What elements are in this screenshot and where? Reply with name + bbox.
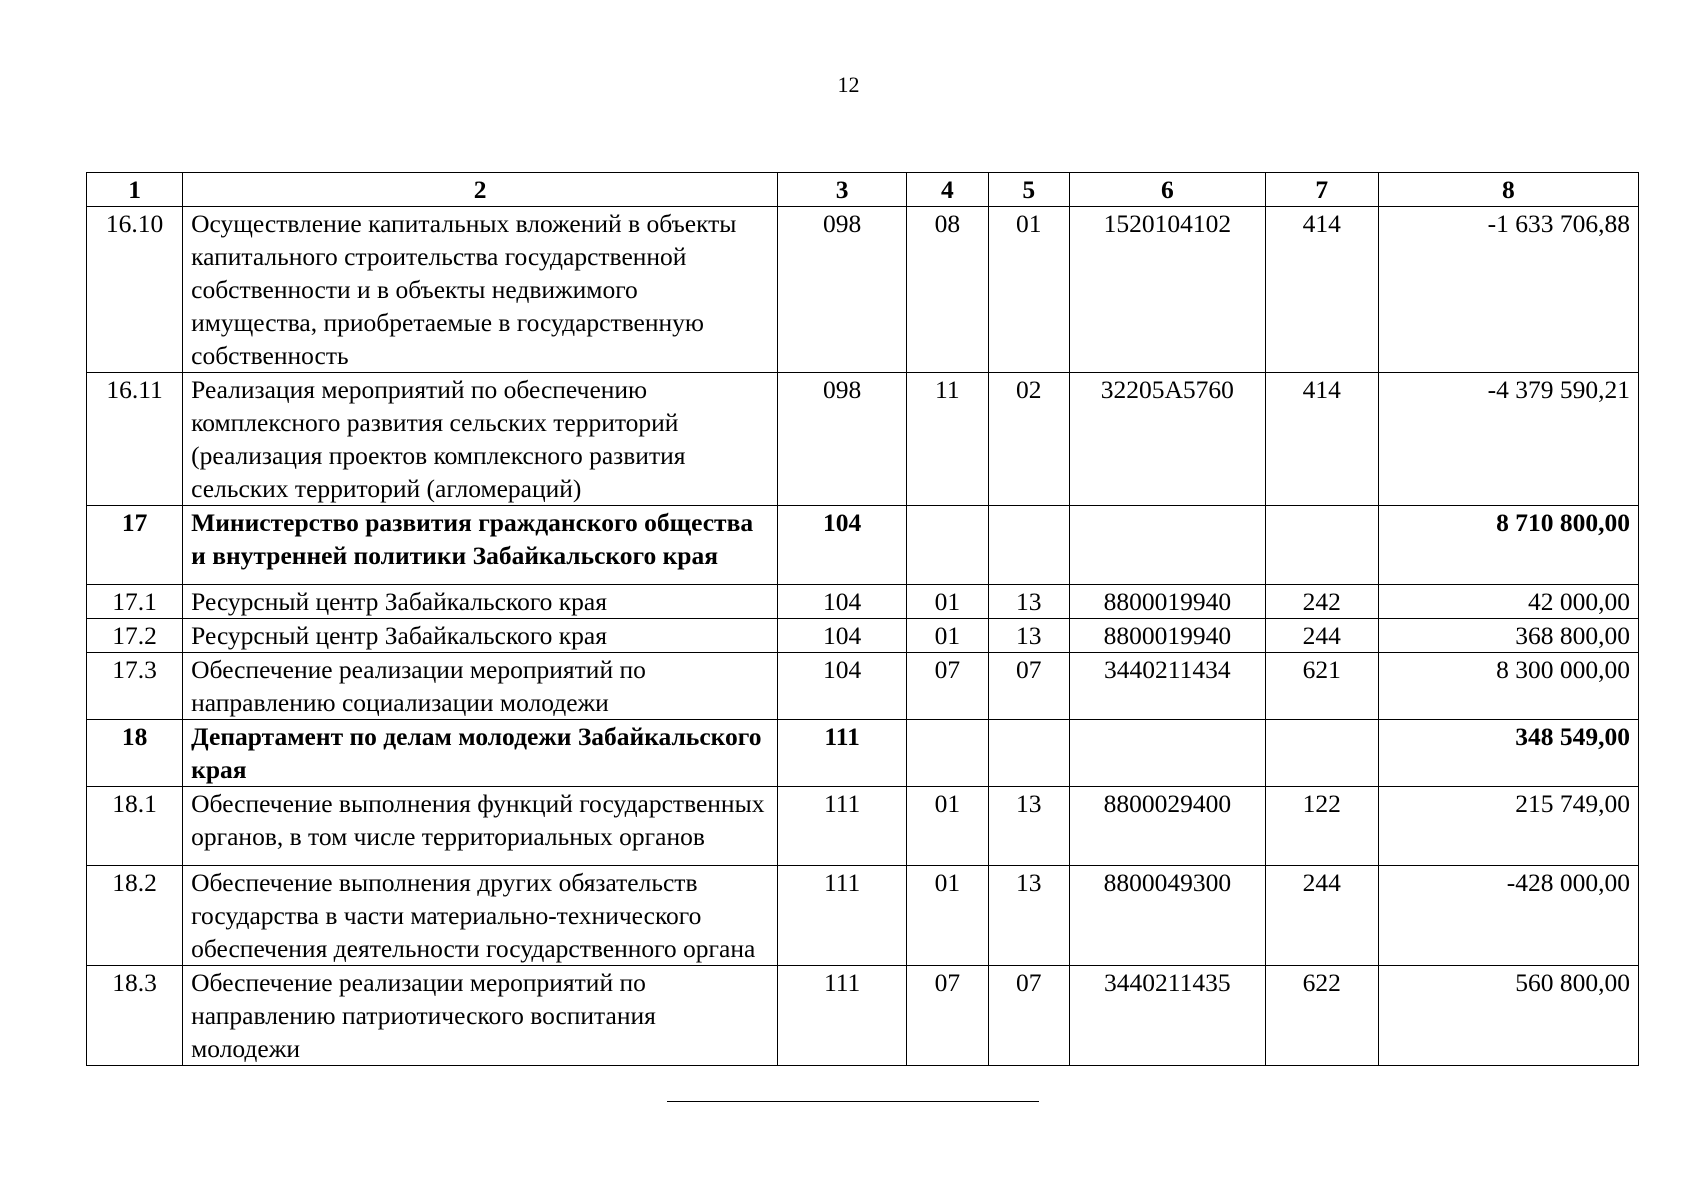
- column-header-3: 3: [778, 173, 907, 207]
- table-row-section: [87, 506, 1639, 585]
- row-col-5: 13: [988, 787, 1069, 866]
- row-col-7: [1265, 720, 1378, 787]
- row-number: 17: [87, 506, 183, 585]
- row-number: 16.10: [87, 207, 183, 373]
- column-header-4: 4: [907, 173, 988, 207]
- row-name: Обеспечение реализации мероприятий по направлению патриотического воспитания молодежи: [183, 966, 778, 1066]
- table-row: [87, 373, 1639, 506]
- row-col-3: 104: [778, 619, 907, 653]
- row-col-7: [1265, 506, 1378, 585]
- row-col-7: 122: [1265, 787, 1378, 866]
- row-col-7: 622: [1265, 966, 1378, 1066]
- column-header-5: 5: [988, 173, 1069, 207]
- column-header-1: 1: [87, 173, 183, 207]
- row-col-6: 8800019940: [1069, 619, 1265, 653]
- table-row: [87, 653, 1639, 720]
- row-col-5: 02: [988, 373, 1069, 506]
- row-col-4: 01: [907, 619, 988, 653]
- row-col-4: 08: [907, 207, 988, 373]
- row-number: 16.11: [87, 373, 183, 506]
- table-row: [87, 207, 1639, 373]
- row-col-6: 3440211434: [1069, 653, 1265, 720]
- row-col-3: 104: [778, 506, 907, 585]
- row-col-3: 098: [778, 373, 907, 506]
- row-number: 18.1: [87, 787, 183, 866]
- column-header-7: 7: [1265, 173, 1378, 207]
- row-col-7: 414: [1265, 373, 1378, 506]
- row-col-6: 8800049300: [1069, 866, 1265, 966]
- row-col-3: 098: [778, 207, 907, 373]
- row-col-5: 07: [988, 653, 1069, 720]
- row-sum: -4 379 590,21: [1378, 373, 1638, 506]
- row-sum: 42 000,00: [1378, 585, 1638, 619]
- row-col-5: [988, 506, 1069, 585]
- row-number: 17.2: [87, 619, 183, 653]
- column-header-2: 2: [183, 173, 778, 207]
- row-col-6: [1069, 506, 1265, 585]
- table-row-section: [87, 720, 1639, 787]
- row-name: Министерство развития гражданского общества и внутренней политики Забайкальского края: [183, 506, 778, 585]
- column-header-6: 6: [1069, 173, 1265, 207]
- column-header-8: 8: [1378, 173, 1638, 207]
- row-col-3: 111: [778, 787, 907, 866]
- row-col-7: 621: [1265, 653, 1378, 720]
- row-col-7: 244: [1265, 619, 1378, 653]
- row-sum: 8 710 800,00: [1378, 506, 1638, 585]
- row-col-7: 242: [1265, 585, 1378, 619]
- budget-table: [86, 172, 1639, 1066]
- row-name: Ресурсный центр Забайкальского края: [183, 619, 778, 653]
- row-col-5: 13: [988, 619, 1069, 653]
- row-col-6: 8800019940: [1069, 585, 1265, 619]
- row-col-6: 8800029400: [1069, 787, 1265, 866]
- row-number: 17.1: [87, 585, 183, 619]
- row-col-4: 01: [907, 585, 988, 619]
- row-col-3: 104: [778, 585, 907, 619]
- row-number: 18.3: [87, 966, 183, 1066]
- row-sum: 560 800,00: [1378, 966, 1638, 1066]
- page-number: 12: [837, 72, 860, 97]
- row-name: Обеспечение реализации мероприятий по направлению социализации молодежи: [183, 653, 778, 720]
- row-sum: -1 633 706,88: [1378, 207, 1638, 373]
- row-col-6: [1069, 720, 1265, 787]
- row-name: Обеспечение выполнения других обязательств государства в части материально-технического обеспечения деятельности государственного органа: [183, 866, 778, 966]
- row-col-4: 01: [907, 787, 988, 866]
- row-col-3: 111: [778, 866, 907, 966]
- table-row: [87, 866, 1639, 966]
- row-col-3: 111: [778, 720, 907, 787]
- row-col-7: 414: [1265, 207, 1378, 373]
- row-col-5: 13: [988, 585, 1069, 619]
- row-col-4: 07: [907, 966, 988, 1066]
- row-col-4: 11: [907, 373, 988, 506]
- row-col-7: 244: [1265, 866, 1378, 966]
- row-number: 18: [87, 720, 183, 787]
- row-col-6: 1520104102: [1069, 207, 1265, 373]
- row-name: Обеспечение выполнения функций государственных органов, в том числе территориальных органов: [183, 787, 778, 866]
- row-name: Ресурсный центр Забайкальского края: [183, 585, 778, 619]
- row-name: Осуществление капитальных вложений в объекты капитального строительства государственной собственности и в объекты недвижимого имущества, приобретаемые в государственную собственность: [183, 207, 778, 373]
- footer-divider-line: [667, 1101, 1039, 1102]
- row-col-4: [907, 506, 988, 585]
- header-row: [87, 173, 1639, 207]
- row-sum: 215 749,00: [1378, 787, 1638, 866]
- table-row: [87, 787, 1639, 866]
- row-sum: 8 300 000,00: [1378, 653, 1638, 720]
- row-col-6: 32205A5760: [1069, 373, 1265, 506]
- row-col-5: 13: [988, 866, 1069, 966]
- row-col-6: 3440211435: [1069, 966, 1265, 1066]
- row-number: 17.3: [87, 653, 183, 720]
- table-row: [87, 585, 1639, 619]
- row-col-5: 07: [988, 966, 1069, 1066]
- row-col-4: 07: [907, 653, 988, 720]
- row-number: 18.2: [87, 866, 183, 966]
- row-name: Реализация мероприятий по обеспечению комплексного развития сельских территорий (реализация проектов комплексного развития сельских территорий (агломераций): [183, 373, 778, 506]
- row-sum: 348 549,00: [1378, 720, 1638, 787]
- row-col-3: 111: [778, 966, 907, 1066]
- row-col-3: 104: [778, 653, 907, 720]
- row-sum: -428 000,00: [1378, 866, 1638, 966]
- row-name: Департамент по делам молодежи Забайкальского края: [183, 720, 778, 787]
- row-sum: 368 800,00: [1378, 619, 1638, 653]
- row-col-4: [907, 720, 988, 787]
- table-row: [87, 619, 1639, 653]
- row-col-5: [988, 720, 1069, 787]
- table-row: [87, 966, 1639, 1066]
- row-col-5: 01: [988, 207, 1069, 373]
- row-col-4: 01: [907, 866, 988, 966]
